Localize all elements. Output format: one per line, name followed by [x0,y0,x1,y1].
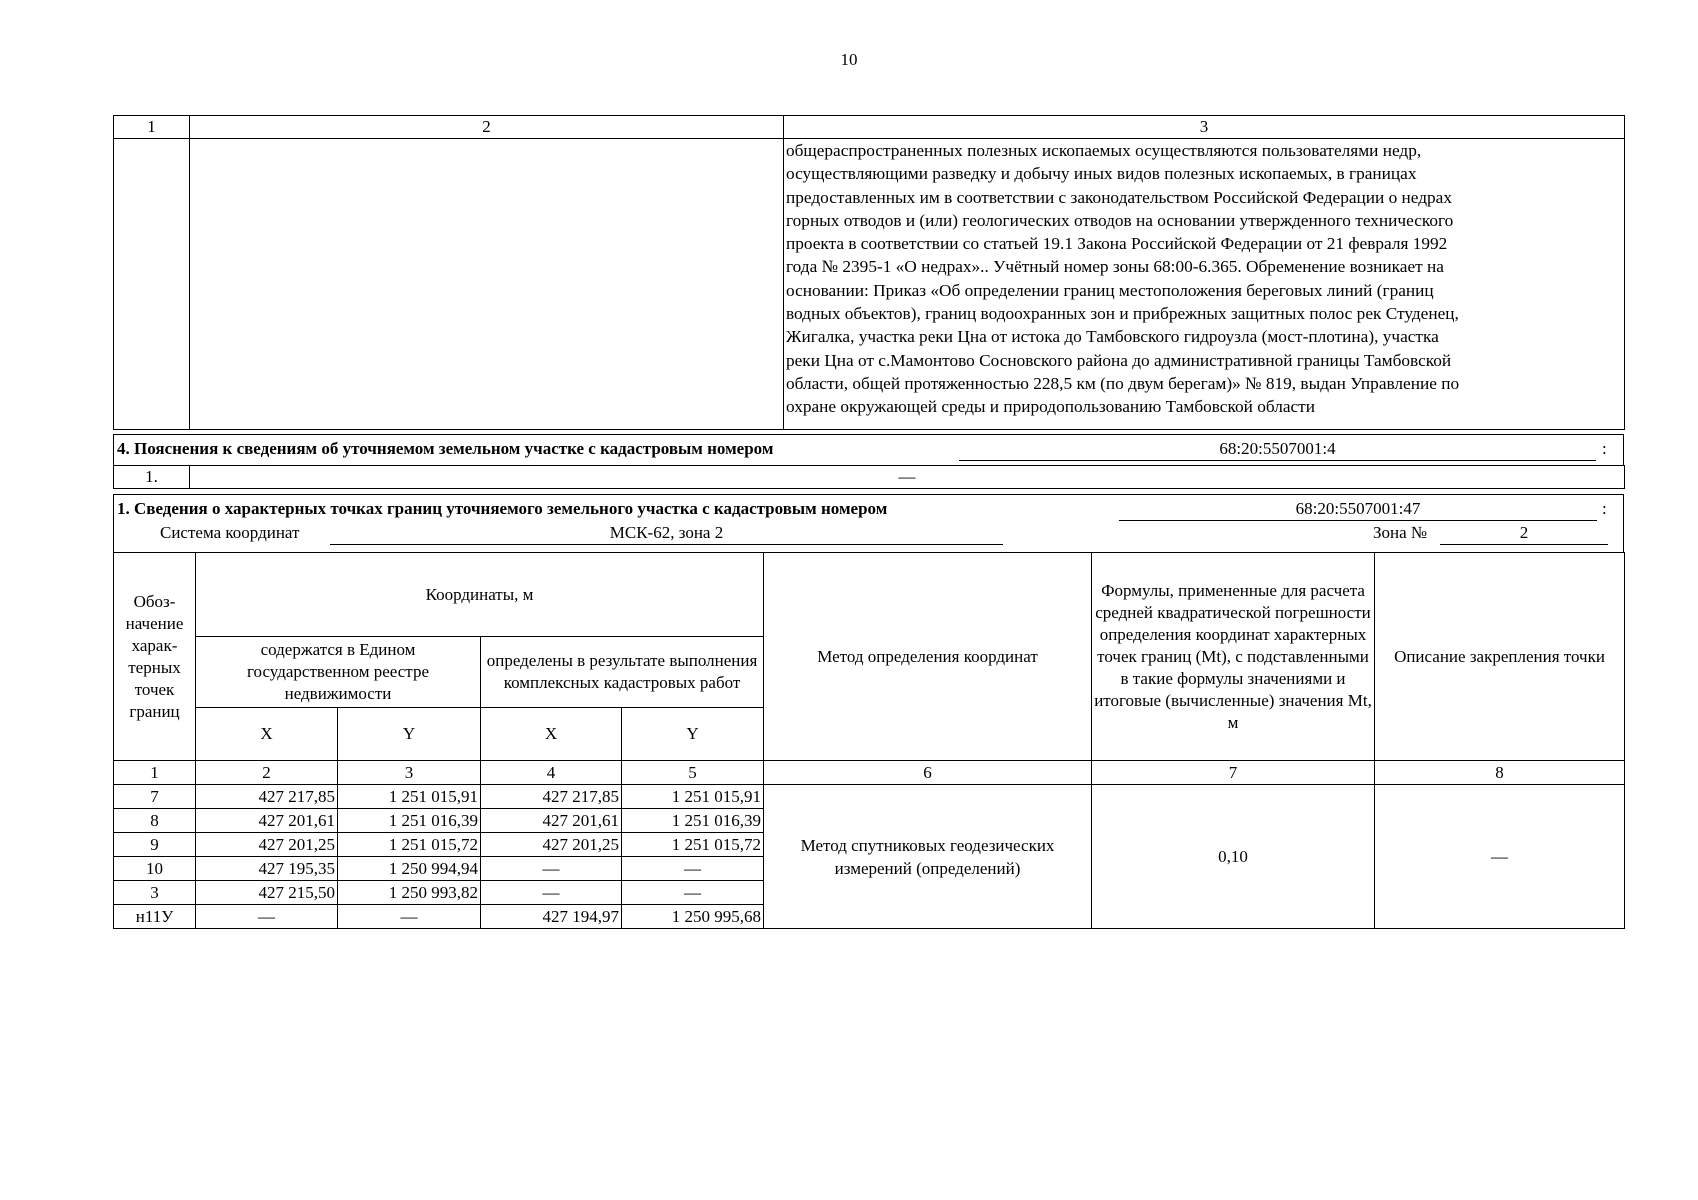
section-4-colon: : [1602,439,1607,458]
y-egrn: 1 251 015,72 [338,833,481,857]
text-line: основании: Приказ «Об определении границ местоположения береговых линий (границ [786,280,1434,300]
section-4-title: 4. Пояснения к сведениям об уточняемом земельном участке с кадастровым номером [117,439,774,458]
section-4-cadastral-number: 68:20:5507001:4 [959,438,1596,461]
x-complex: 427 201,61 [481,809,622,833]
description-value: — [1375,785,1625,929]
x-complex: — [481,881,622,905]
col-number: 5 [622,761,764,785]
y-complex: — [622,881,764,905]
text-line: года № 2395-1 «О недрах».. Учётный номер зоны 68:00-6.365. Обременение возникает на [786,257,1444,277]
upper-table-header-row [114,116,1625,139]
col-number: 4 [481,761,622,785]
text-line: области, общей протяженностью 228,5 км (по двум берегам)» № 819, выдан Управление по [786,373,1460,393]
header-egrn: содержатся в Едином государственном реестре недвижимости [196,637,481,708]
point-name: 8 [114,809,196,833]
zone-label: Зона № [1373,523,1428,542]
point-name: 9 [114,833,196,857]
text-line: осуществляющими разведку и добычу иных видов полезных ископаемых, в границах [786,164,1417,184]
x-egrn: 427 201,61 [196,809,338,833]
y-complex: — [622,857,764,881]
mt-value: 0,10 [1092,785,1375,929]
x-complex: — [481,857,622,881]
y-egrn: 1 251 015,91 [338,785,481,809]
y-egrn: — [338,905,481,929]
upper-col-header-1: 1 [114,116,190,139]
page-number: 10 [840,50,858,69]
text-line: общераспространенных полезных ископаемых осуществляются пользователями недр, [786,141,1422,160]
x-egrn: 427 201,25 [196,833,338,857]
col-number: 2 [196,761,338,785]
x-egrn: 427 195,35 [196,857,338,881]
coord-system-label: Система координат [160,523,300,542]
x-egrn: — [196,905,338,929]
text-line: предоставленных им в соответствии с законодательством Российской Федерации о недрах [786,187,1452,207]
header-x-complex: X [481,708,622,761]
x-complex: 427 201,25 [481,833,622,857]
section-4-row [114,466,1625,489]
upper-table-row [114,139,1625,430]
x-complex: 427 194,97 [481,905,622,929]
section-4-header [113,434,1624,465]
header-description: Описание закрепления точки [1375,553,1625,761]
column-number-row [114,761,1625,785]
text-line: водных объектов), границ водоохранных зон и прибрежных защитных полос рек Студенец, [786,304,1459,324]
text-line: реки Цна от с.Мамонтово Сосновского района до административной границы Тамбовской [786,350,1452,370]
point-name: 7 [114,785,196,809]
y-egrn: 1 250 993,82 [338,881,481,905]
point-name: н11У [114,905,196,929]
y-egrn: 1 251 016,39 [338,809,481,833]
x-complex: 427 217,85 [481,785,622,809]
header-x-egrn: X [196,708,338,761]
y-complex: 1 251 015,91 [622,785,764,809]
method-value: Метод спутниковых геодезических измерений (определений) [764,785,1092,929]
section-1-header [113,494,1624,552]
upper-table [113,115,1625,430]
table-row [114,785,1625,809]
upper-cell-1 [114,139,190,430]
section-4-row-number: 1. [114,466,190,489]
x-egrn: 427 215,50 [196,881,338,905]
header-coordinates: Координаты, м [196,553,764,637]
header-row-1 [114,553,1625,637]
section-4-table [113,465,1625,489]
zone-value: 2 [1440,522,1608,545]
y-complex: 1 251 015,72 [622,833,764,857]
section-4-row-value: — [190,466,1625,489]
col-number: 6 [764,761,1092,785]
col-number: 8 [1375,761,1625,785]
header-y-complex: Y [622,708,764,761]
y-complex: 1 250 995,68 [622,905,764,929]
text-line: проекта в соответствии со статьей 19.1 Закона Российской Федерации от 21 февраля 1992 [786,234,1448,254]
col-number: 7 [1092,761,1375,785]
upper-cell-2 [190,139,784,430]
col-number: 3 [338,761,481,785]
section-1-colon: : [1602,499,1607,518]
coord-system-value: МСК-62, зона 2 [330,522,1003,545]
upper-col-header-3: 3 [784,116,1625,139]
section-1-title: 1. Сведения о характерных точках границ уточняемого земельного участка с кадастровым номером [117,499,888,518]
upper-col-header-2: 2 [190,116,784,139]
point-name: 3 [114,881,196,905]
header-y-egrn: Y [338,708,481,761]
header-formula: Формулы, примененные для расчета средней квадратической погрешности определения координат характерных точек границ (Mt), с подставленными в такие формулы значениями и итоговые (вычисленные) значения Mt, м [1092,553,1375,761]
encumbrance-text [784,139,1625,430]
y-complex: 1 251 016,39 [622,809,764,833]
text-line: горных отводов и (или) геологических отводов на основании утвержденного технического [786,210,1454,230]
col-number: 1 [114,761,196,785]
text-line: Жигалка, участка реки Цна от истока до Тамбовского гидроузла (мост-плотина), участка [786,327,1439,347]
header-complex-works: определены в результате выполнения комплексных кадастровых работ [481,637,764,708]
boundary-points-table [113,552,1625,929]
header-method: Метод определения координат [764,553,1092,761]
text-line: охране окружающей среды и природопользованию Тамбовской области [786,397,1315,417]
x-egrn: 427 217,85 [196,785,338,809]
header-point-designation: Обоз- начение харак- терных точек границ [114,553,196,761]
y-egrn: 1 250 994,94 [338,857,481,881]
section-1-cadastral-number: 68:20:5507001:47 [1119,498,1597,521]
point-name: 10 [114,857,196,881]
